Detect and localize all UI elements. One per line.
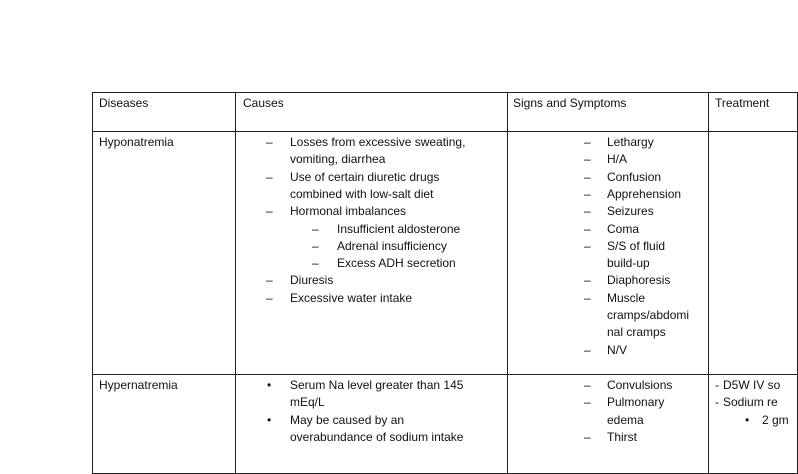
list-marker: - bbox=[715, 378, 719, 392]
list-item-text: Diuresis bbox=[290, 273, 334, 288]
list-item-text: mEq/L bbox=[290, 395, 325, 410]
header-diseases-cell bbox=[92, 92, 236, 132]
list-item-text: Diaphoresis bbox=[607, 273, 671, 288]
list-marker: – bbox=[584, 342, 591, 357]
header-treatment-cell bbox=[708, 92, 798, 132]
list-marker: – bbox=[266, 169, 273, 184]
list-item-text: build-up bbox=[607, 256, 650, 271]
list-item-text: Thirst bbox=[607, 429, 637, 444]
list-item-text: nal cramps bbox=[607, 325, 666, 340]
header-causes: Causes bbox=[243, 96, 284, 110]
list-item-text: Apprehension bbox=[607, 186, 682, 201]
list-item-text: edema bbox=[607, 412, 644, 427]
list-marker: – bbox=[584, 204, 591, 219]
header-treatment: Treatment bbox=[715, 96, 770, 110]
list-item-text: 2 gm bbox=[762, 412, 789, 427]
row2-signs-cell bbox=[507, 374, 709, 474]
list-item-text: Seizures bbox=[607, 204, 654, 219]
list-marker: – bbox=[266, 204, 273, 219]
list-item-text: Confusion bbox=[607, 169, 662, 184]
list-item-text: Muscle bbox=[607, 290, 646, 305]
list-marker: • bbox=[267, 378, 272, 392]
list-item-text: Lethargy bbox=[607, 135, 654, 149]
disease-name: Hyponatremia bbox=[99, 135, 174, 149]
list-marker: – bbox=[584, 429, 591, 444]
list-marker: – bbox=[584, 290, 591, 305]
list-marker: – bbox=[584, 169, 591, 184]
list-marker: – bbox=[584, 378, 591, 392]
list-item-text: Excessive water intake bbox=[290, 290, 413, 305]
list-item-text: cramps/abdomi bbox=[607, 308, 690, 322]
list-marker: – bbox=[584, 221, 591, 236]
list-item-text: Pulmonary bbox=[607, 395, 665, 410]
list-marker: • bbox=[267, 412, 272, 427]
list-marker: - bbox=[715, 395, 719, 410]
row1-signs-cell bbox=[507, 131, 709, 375]
list-item-text: Insufficient aldosterone bbox=[337, 221, 461, 236]
header-signs: Signs and Symptoms bbox=[513, 96, 627, 110]
list-item-text: May be caused by an bbox=[290, 412, 405, 427]
list-marker: • bbox=[745, 412, 750, 427]
list-item-text: H/A bbox=[607, 152, 628, 167]
list-item-text: overabundance of sodium intake bbox=[290, 429, 464, 444]
row1-treatment-cell bbox=[708, 131, 798, 375]
list-item-text: Adrenal insufficiency bbox=[337, 238, 447, 253]
list-item-text: Convulsions bbox=[607, 378, 673, 392]
header-diseases: Diseases bbox=[99, 96, 149, 110]
list-marker: – bbox=[312, 238, 319, 253]
list-item-text: vomiting, diarrhea bbox=[290, 152, 386, 167]
list-item-text: N/V bbox=[607, 342, 628, 357]
list-marker: – bbox=[584, 395, 591, 410]
header-causes-cell bbox=[235, 92, 508, 132]
list-item-text: Serum Na level greater than 145 bbox=[290, 378, 464, 392]
list-marker: – bbox=[584, 152, 591, 167]
list-item-text: S/S of fluid bbox=[607, 238, 666, 253]
list-marker: – bbox=[266, 135, 273, 149]
header-signs-cell bbox=[507, 92, 709, 132]
list-item-text: Use of certain diuretic drugs bbox=[290, 169, 440, 184]
disease-name: Hypernatremia bbox=[99, 378, 178, 392]
list-item-text: Losses from excessive sweating, bbox=[290, 135, 466, 149]
list-marker: – bbox=[584, 238, 591, 253]
row1-disease-cell bbox=[92, 131, 236, 375]
list-marker: – bbox=[584, 273, 591, 288]
list-marker: – bbox=[312, 221, 319, 236]
list-item-text: Sodium re bbox=[723, 395, 778, 410]
list-item-text: Excess ADH secretion bbox=[337, 256, 456, 271]
list-marker: – bbox=[584, 186, 591, 201]
list-item-text: D5W IV so bbox=[723, 378, 781, 392]
row2-treatment-cell bbox=[708, 374, 798, 474]
list-marker: – bbox=[312, 256, 319, 271]
row2-causes-cell bbox=[235, 374, 508, 474]
list-item-text: combined with low-salt diet bbox=[290, 186, 434, 201]
list-marker: – bbox=[266, 290, 273, 305]
row1-causes-cell bbox=[235, 131, 508, 375]
list-marker: – bbox=[266, 273, 273, 288]
row2-disease-cell bbox=[92, 374, 236, 474]
list-marker: – bbox=[584, 135, 591, 149]
list-item-text: Coma bbox=[607, 221, 640, 236]
list-item-text: Hormonal imbalances bbox=[290, 204, 407, 219]
